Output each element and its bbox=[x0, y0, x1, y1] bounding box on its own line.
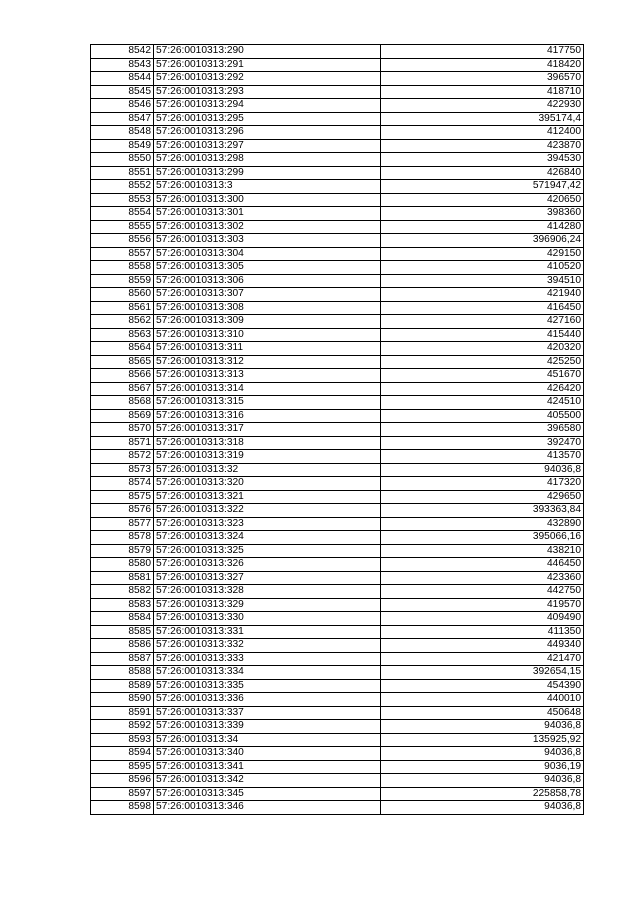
row-number-cell: 8554 bbox=[91, 207, 154, 221]
table-row bbox=[91, 760, 584, 774]
table-row bbox=[91, 234, 584, 248]
row-number-cell: 8547 bbox=[91, 112, 154, 126]
cadastral-number-cell: 57:26:0010313:321 bbox=[154, 490, 381, 504]
row-number-cell: 8543 bbox=[91, 58, 154, 72]
value-cell: 425250 bbox=[381, 355, 584, 369]
value-cell: 392470 bbox=[381, 436, 584, 450]
table-row bbox=[91, 774, 584, 788]
cadastral-number-cell: 57:26:0010313:328 bbox=[154, 585, 381, 599]
table-row bbox=[91, 328, 584, 342]
row-number-cell: 8568 bbox=[91, 396, 154, 410]
value-cell: 398360 bbox=[381, 207, 584, 221]
table-row bbox=[91, 679, 584, 693]
table-row bbox=[91, 112, 584, 126]
value-cell: 412400 bbox=[381, 126, 584, 140]
row-number-cell: 8590 bbox=[91, 693, 154, 707]
cadastral-number-cell: 57:26:0010313:294 bbox=[154, 99, 381, 113]
table-row bbox=[91, 288, 584, 302]
value-cell: 438210 bbox=[381, 544, 584, 558]
row-number-cell: 8591 bbox=[91, 706, 154, 720]
table-row bbox=[91, 450, 584, 464]
cadastral-number-cell: 57:26:0010313:341 bbox=[154, 760, 381, 774]
table-row bbox=[91, 153, 584, 167]
cadastral-number-cell: 57:26:0010313:324 bbox=[154, 531, 381, 545]
table-row bbox=[91, 274, 584, 288]
cadastral-number-cell: 57:26:0010313:301 bbox=[154, 207, 381, 221]
value-cell: 395174,4 bbox=[381, 112, 584, 126]
cadastral-number-cell: 57:26:0010313:332 bbox=[154, 639, 381, 653]
value-cell: 418420 bbox=[381, 58, 584, 72]
cadastral-number-cell: 57:26:0010313:318 bbox=[154, 436, 381, 450]
table-row bbox=[91, 544, 584, 558]
cadastral-number-cell: 57:26:0010313:307 bbox=[154, 288, 381, 302]
table-row bbox=[91, 652, 584, 666]
value-cell: 417320 bbox=[381, 477, 584, 491]
table-row bbox=[91, 558, 584, 572]
cadastral-number-cell: 57:26:0010313:298 bbox=[154, 153, 381, 167]
row-number-cell: 8569 bbox=[91, 409, 154, 423]
cadastral-number-cell: 57:26:0010313:327 bbox=[154, 571, 381, 585]
value-cell: 395066,16 bbox=[381, 531, 584, 545]
table-row bbox=[91, 801, 584, 815]
table-row bbox=[91, 463, 584, 477]
row-number-cell: 8551 bbox=[91, 166, 154, 180]
row-number-cell: 8557 bbox=[91, 247, 154, 261]
value-cell: 393363,84 bbox=[381, 504, 584, 518]
row-number-cell: 8596 bbox=[91, 774, 154, 788]
cadastral-number-cell: 57:26:0010313:34 bbox=[154, 733, 381, 747]
table-body bbox=[91, 45, 584, 815]
row-number-cell: 8563 bbox=[91, 328, 154, 342]
value-cell: 423870 bbox=[381, 139, 584, 153]
value-cell: 417750 bbox=[381, 45, 584, 59]
table-row bbox=[91, 693, 584, 707]
value-cell: 429150 bbox=[381, 247, 584, 261]
row-number-cell: 8576 bbox=[91, 504, 154, 518]
row-number-cell: 8592 bbox=[91, 720, 154, 734]
value-cell: 413570 bbox=[381, 450, 584, 464]
cadastral-number-cell: 57:26:0010313:292 bbox=[154, 72, 381, 86]
table-row bbox=[91, 342, 584, 356]
table-row bbox=[91, 180, 584, 194]
cadastral-number-cell: 57:26:0010313:331 bbox=[154, 625, 381, 639]
row-number-cell: 8585 bbox=[91, 625, 154, 639]
value-cell: 450648 bbox=[381, 706, 584, 720]
cadastral-number-cell: 57:26:0010313:306 bbox=[154, 274, 381, 288]
row-number-cell: 8565 bbox=[91, 355, 154, 369]
row-number-cell: 8574 bbox=[91, 477, 154, 491]
table-row bbox=[91, 490, 584, 504]
value-cell: 451670 bbox=[381, 369, 584, 383]
row-number-cell: 8555 bbox=[91, 220, 154, 234]
row-number-cell: 8564 bbox=[91, 342, 154, 356]
row-number-cell: 8566 bbox=[91, 369, 154, 383]
row-number-cell: 8588 bbox=[91, 666, 154, 680]
row-number-cell: 8595 bbox=[91, 760, 154, 774]
row-number-cell: 8597 bbox=[91, 787, 154, 801]
value-cell: 94036,8 bbox=[381, 720, 584, 734]
table-row bbox=[91, 733, 584, 747]
row-number-cell: 8559 bbox=[91, 274, 154, 288]
row-number-cell: 8583 bbox=[91, 598, 154, 612]
cadastral-number-cell: 57:26:0010313:333 bbox=[154, 652, 381, 666]
value-cell: 419570 bbox=[381, 598, 584, 612]
table-row bbox=[91, 612, 584, 626]
row-number-cell: 8594 bbox=[91, 747, 154, 761]
value-cell: 426840 bbox=[381, 166, 584, 180]
value-cell: 446450 bbox=[381, 558, 584, 572]
cadastral-number-cell: 57:26:0010313:297 bbox=[154, 139, 381, 153]
value-cell: 429650 bbox=[381, 490, 584, 504]
table-row bbox=[91, 423, 584, 437]
value-cell: 392654,15 bbox=[381, 666, 584, 680]
value-cell: 432890 bbox=[381, 517, 584, 531]
cadastral-number-cell: 57:26:0010313:311 bbox=[154, 342, 381, 356]
cadastral-number-cell: 57:26:0010313:290 bbox=[154, 45, 381, 59]
cadastral-number-cell: 57:26:0010313:308 bbox=[154, 301, 381, 315]
row-number-cell: 8584 bbox=[91, 612, 154, 626]
value-cell: 426420 bbox=[381, 382, 584, 396]
table-row bbox=[91, 315, 584, 329]
row-number-cell: 8577 bbox=[91, 517, 154, 531]
cadastral-number-cell: 57:26:0010313:314 bbox=[154, 382, 381, 396]
cadastral-number-cell: 57:26:0010313:320 bbox=[154, 477, 381, 491]
cadastral-number-cell: 57:26:0010313:335 bbox=[154, 679, 381, 693]
row-number-cell: 8587 bbox=[91, 652, 154, 666]
cadastral-number-cell: 57:26:0010313:32 bbox=[154, 463, 381, 477]
value-cell: 427160 bbox=[381, 315, 584, 329]
cadastral-number-cell: 57:26:0010313:310 bbox=[154, 328, 381, 342]
row-number-cell: 8567 bbox=[91, 382, 154, 396]
table-row bbox=[91, 571, 584, 585]
table-row bbox=[91, 598, 584, 612]
row-number-cell: 8546 bbox=[91, 99, 154, 113]
value-cell: 409490 bbox=[381, 612, 584, 626]
cadastral-number-cell: 57:26:0010313:329 bbox=[154, 598, 381, 612]
cadastral-number-cell: 57:26:0010313:295 bbox=[154, 112, 381, 126]
value-cell: 394510 bbox=[381, 274, 584, 288]
table-row bbox=[91, 625, 584, 639]
value-cell: 423360 bbox=[381, 571, 584, 585]
value-cell: 9036,19 bbox=[381, 760, 584, 774]
row-number-cell: 8558 bbox=[91, 261, 154, 275]
row-number-cell: 8580 bbox=[91, 558, 154, 572]
table-row bbox=[91, 139, 584, 153]
value-cell: 420320 bbox=[381, 342, 584, 356]
value-cell: 94036,8 bbox=[381, 463, 584, 477]
row-number-cell: 8582 bbox=[91, 585, 154, 599]
table-row bbox=[91, 477, 584, 491]
table-row bbox=[91, 787, 584, 801]
cadastral-number-cell: 57:26:0010313:339 bbox=[154, 720, 381, 734]
cadastral-number-cell: 57:26:0010313:326 bbox=[154, 558, 381, 572]
table-row bbox=[91, 193, 584, 207]
table-row bbox=[91, 396, 584, 410]
row-number-cell: 8562 bbox=[91, 315, 154, 329]
table-row bbox=[91, 355, 584, 369]
table-row bbox=[91, 247, 584, 261]
value-cell: 94036,8 bbox=[381, 774, 584, 788]
row-number-cell: 8542 bbox=[91, 45, 154, 59]
cadastral-number-cell: 57:26:0010313:316 bbox=[154, 409, 381, 423]
cadastral-number-cell: 57:26:0010313:291 bbox=[154, 58, 381, 72]
row-number-cell: 8572 bbox=[91, 450, 154, 464]
table-row bbox=[91, 72, 584, 86]
table-row bbox=[91, 261, 584, 275]
cadastral-number-cell: 57:26:0010313:317 bbox=[154, 423, 381, 437]
table-row bbox=[91, 301, 584, 315]
table-row bbox=[91, 382, 584, 396]
cadastral-number-cell: 57:26:0010313:342 bbox=[154, 774, 381, 788]
value-cell: 135925,92 bbox=[381, 733, 584, 747]
row-number-cell: 8573 bbox=[91, 463, 154, 477]
table-row bbox=[91, 517, 584, 531]
value-cell: 418710 bbox=[381, 85, 584, 99]
table-row bbox=[91, 126, 584, 140]
cadastral-number-cell: 57:26:0010313:315 bbox=[154, 396, 381, 410]
value-cell: 396580 bbox=[381, 423, 584, 437]
cadastral-number-cell: 57:26:0010313:337 bbox=[154, 706, 381, 720]
table-row bbox=[91, 504, 584, 518]
value-cell: 94036,8 bbox=[381, 801, 584, 815]
table-row bbox=[91, 99, 584, 113]
cadastral-number-cell: 57:26:0010313:3 bbox=[154, 180, 381, 194]
value-cell: 440010 bbox=[381, 693, 584, 707]
document-page bbox=[90, 44, 583, 815]
row-number-cell: 8598 bbox=[91, 801, 154, 815]
row-number-cell: 8550 bbox=[91, 153, 154, 167]
cadastral-number-cell: 57:26:0010313:336 bbox=[154, 693, 381, 707]
cadastral-number-cell: 57:26:0010313:309 bbox=[154, 315, 381, 329]
value-cell: 410520 bbox=[381, 261, 584, 275]
row-number-cell: 8556 bbox=[91, 234, 154, 248]
cadastral-number-cell: 57:26:0010313:302 bbox=[154, 220, 381, 234]
table-row bbox=[91, 706, 584, 720]
value-cell: 421940 bbox=[381, 288, 584, 302]
value-cell: 421470 bbox=[381, 652, 584, 666]
row-number-cell: 8560 bbox=[91, 288, 154, 302]
table-row bbox=[91, 720, 584, 734]
cadastral-number-cell: 57:26:0010313:345 bbox=[154, 787, 381, 801]
cadastral-number-cell: 57:26:0010313:325 bbox=[154, 544, 381, 558]
row-number-cell: 8561 bbox=[91, 301, 154, 315]
row-number-cell: 8589 bbox=[91, 679, 154, 693]
row-number-cell: 8581 bbox=[91, 571, 154, 585]
row-number-cell: 8579 bbox=[91, 544, 154, 558]
cadastral-number-cell: 57:26:0010313:323 bbox=[154, 517, 381, 531]
row-number-cell: 8578 bbox=[91, 531, 154, 545]
value-cell: 396570 bbox=[381, 72, 584, 86]
value-cell: 94036,8 bbox=[381, 747, 584, 761]
row-number-cell: 8552 bbox=[91, 180, 154, 194]
table-row bbox=[91, 666, 584, 680]
value-cell: 394530 bbox=[381, 153, 584, 167]
value-cell: 422930 bbox=[381, 99, 584, 113]
table-row bbox=[91, 207, 584, 221]
table-row bbox=[91, 85, 584, 99]
table-row bbox=[91, 45, 584, 59]
table-row bbox=[91, 220, 584, 234]
row-number-cell: 8575 bbox=[91, 490, 154, 504]
value-cell: 225858,78 bbox=[381, 787, 584, 801]
table-row bbox=[91, 166, 584, 180]
value-cell: 411350 bbox=[381, 625, 584, 639]
cadastral-number-cell: 57:26:0010313:312 bbox=[154, 355, 381, 369]
table-row bbox=[91, 58, 584, 72]
value-cell: 396906,24 bbox=[381, 234, 584, 248]
row-number-cell: 8553 bbox=[91, 193, 154, 207]
value-cell: 415440 bbox=[381, 328, 584, 342]
cadastral-number-cell: 57:26:0010313:322 bbox=[154, 504, 381, 518]
value-cell: 416450 bbox=[381, 301, 584, 315]
row-number-cell: 8570 bbox=[91, 423, 154, 437]
cadastral-number-cell: 57:26:0010313:299 bbox=[154, 166, 381, 180]
row-number-cell: 8593 bbox=[91, 733, 154, 747]
table-row bbox=[91, 531, 584, 545]
row-number-cell: 8544 bbox=[91, 72, 154, 86]
cadastral-number-cell: 57:26:0010313:340 bbox=[154, 747, 381, 761]
value-cell: 414280 bbox=[381, 220, 584, 234]
value-cell: 442750 bbox=[381, 585, 584, 599]
cadastral-number-cell: 57:26:0010313:296 bbox=[154, 126, 381, 140]
cadastral-number-cell: 57:26:0010313:304 bbox=[154, 247, 381, 261]
row-number-cell: 8571 bbox=[91, 436, 154, 450]
table-row bbox=[91, 585, 584, 599]
cadastral-number-cell: 57:26:0010313:330 bbox=[154, 612, 381, 626]
table-row bbox=[91, 369, 584, 383]
value-cell: 424510 bbox=[381, 396, 584, 410]
cadastral-value-table bbox=[90, 44, 584, 815]
value-cell: 405500 bbox=[381, 409, 584, 423]
row-number-cell: 8545 bbox=[91, 85, 154, 99]
value-cell: 454390 bbox=[381, 679, 584, 693]
table-row bbox=[91, 436, 584, 450]
table-row bbox=[91, 747, 584, 761]
table-row bbox=[91, 409, 584, 423]
cadastral-number-cell: 57:26:0010313:300 bbox=[154, 193, 381, 207]
table-row bbox=[91, 639, 584, 653]
value-cell: 420650 bbox=[381, 193, 584, 207]
cadastral-number-cell: 57:26:0010313:319 bbox=[154, 450, 381, 464]
row-number-cell: 8586 bbox=[91, 639, 154, 653]
cadastral-number-cell: 57:26:0010313:313 bbox=[154, 369, 381, 383]
cadastral-number-cell: 57:26:0010313:334 bbox=[154, 666, 381, 680]
row-number-cell: 8548 bbox=[91, 126, 154, 140]
cadastral-number-cell: 57:26:0010313:305 bbox=[154, 261, 381, 275]
cadastral-number-cell: 57:26:0010313:303 bbox=[154, 234, 381, 248]
cadastral-number-cell: 57:26:0010313:293 bbox=[154, 85, 381, 99]
value-cell: 571947,42 bbox=[381, 180, 584, 194]
cadastral-number-cell: 57:26:0010313:346 bbox=[154, 801, 381, 815]
row-number-cell: 8549 bbox=[91, 139, 154, 153]
value-cell: 449340 bbox=[381, 639, 584, 653]
